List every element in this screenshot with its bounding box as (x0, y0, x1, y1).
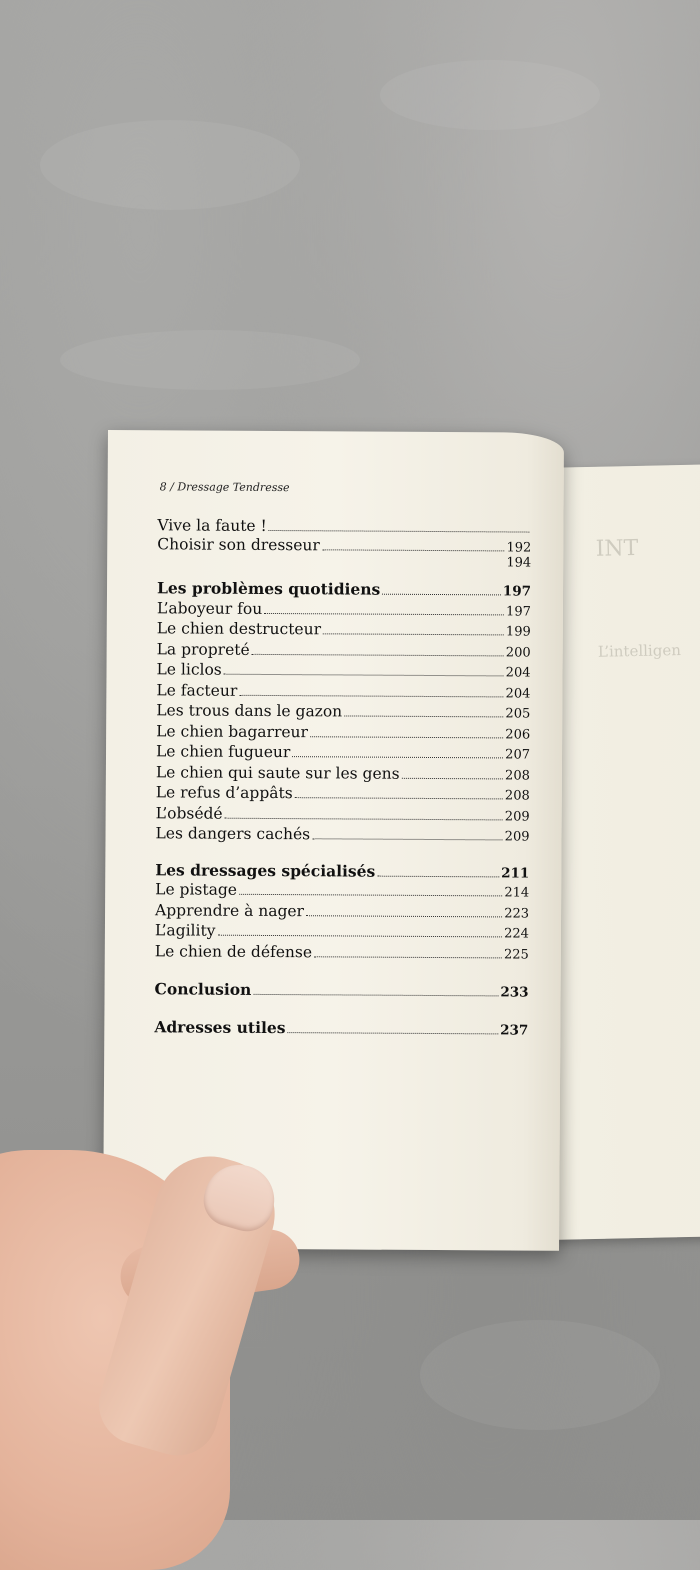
table-of-contents (154, 516, 531, 1039)
toc-section-label: Conclusion (154, 979, 252, 999)
toc-entry-label: Les dangers cachés (155, 824, 311, 844)
toc-entry (156, 783, 530, 806)
toc-entry-page: 209 (504, 808, 530, 825)
leader-dots (217, 934, 502, 938)
leader-dots (312, 837, 503, 840)
toc-entry (155, 942, 529, 965)
toc-entry-page: 214 (504, 885, 530, 901)
toc-entry-label: L’aboyeur fou (156, 598, 263, 618)
leader-dots (239, 693, 503, 697)
toc-entry-page: 206 (505, 726, 531, 743)
toc-entry-page: 225 (503, 946, 529, 963)
toc-section-page: 237 (500, 1021, 529, 1039)
toc-entry-page: 194 (506, 555, 532, 571)
toc-entry-label: Vive la faute ! (157, 516, 267, 535)
toc-entry-page: 197 (506, 603, 531, 620)
toc-entry-label: La propreté (156, 639, 250, 659)
concrete-texture (60, 330, 360, 390)
toc-section-heading (157, 579, 531, 601)
concrete-texture (380, 60, 600, 130)
leader-dots (224, 673, 504, 677)
toc-entry (155, 921, 529, 944)
toc-entry-page: 209 (504, 829, 530, 845)
leader-dots (402, 776, 503, 779)
toc-entry-page: 224 (504, 926, 529, 942)
leader-dots (323, 632, 504, 635)
toc-entry-page: 192 (506, 539, 532, 556)
leader-dots (264, 611, 504, 614)
concrete-texture (420, 1320, 660, 1430)
toc-entry-label: L’obsédé (155, 803, 223, 823)
toc-section-label: Les dressages spécialisés (155, 859, 376, 881)
toc-entry (156, 681, 530, 704)
toc-entry-page: 204 (505, 685, 531, 702)
toc-entry (157, 640, 531, 663)
leader-dots (269, 529, 530, 533)
toc-entry (156, 804, 530, 827)
leader-dots (322, 548, 505, 551)
leader-dots (292, 755, 503, 758)
toc-entry (156, 742, 530, 765)
toc-section-page: 233 (500, 984, 529, 1001)
running-head: 8 / Dressage Tendresse (159, 480, 290, 495)
toc-entry (155, 824, 529, 847)
toc-section-label: Les problèmes quotidiens (156, 578, 381, 599)
toc-entry (157, 516, 531, 537)
toc-section-heading (154, 1018, 528, 1040)
toc-section-page: 197 (502, 583, 532, 600)
toc-entry-page: 204 (505, 665, 531, 681)
toc-entry-label: Le chien de défense (154, 941, 313, 961)
toc-entry-page: 200 (505, 644, 531, 661)
leader-dots (287, 1031, 498, 1034)
toc-entry-label: Le chien qui saute sur les gens (155, 762, 400, 783)
leader-dots (252, 652, 504, 656)
toc-entry-label: Le chien bagarreur (156, 721, 309, 741)
toc-section-heading (155, 861, 529, 883)
leader-dots (306, 914, 502, 917)
toc-entry (156, 660, 530, 683)
toc-entry (156, 701, 530, 724)
toc-entry-page: 223 (504, 905, 530, 922)
toc-entry-label: Le facteur (156, 680, 238, 700)
toc-entry (156, 763, 530, 786)
toc-entry (157, 619, 531, 642)
toc-entry-page: 205 (505, 706, 531, 722)
toc-section-heading (155, 980, 529, 1002)
book-page (103, 430, 564, 1251)
toc-entry-label: Le chien destructeur (156, 619, 322, 639)
leader-dots (239, 893, 502, 897)
toc-entry-label: Les trous dans le gazon (156, 701, 343, 721)
toc-entry (157, 599, 531, 622)
toc-entry-label: Le chien fugueur (155, 742, 291, 762)
leader-dots (344, 714, 503, 717)
toc-section-page: 211 (501, 864, 530, 882)
toc-section-label: Adresses utiles (154, 1016, 286, 1037)
toc-entry-label: Choisir son dresseur (157, 534, 320, 554)
toc-entry (155, 880, 529, 903)
toc-entry-label: Le liclos (156, 660, 222, 679)
leader-dots (314, 955, 502, 958)
toc-entry-page: 207 (505, 747, 531, 763)
leader-dots (225, 816, 503, 820)
leader-dots (295, 796, 503, 799)
leader-dots (253, 993, 498, 996)
toc-entry (155, 901, 529, 924)
toc-entry-label: L’agility (154, 921, 216, 940)
toc-entry-label: Le refus d’appâts (155, 783, 293, 803)
toc-entry (157, 535, 531, 558)
toc-entry-label: Apprendre à nager (155, 900, 305, 920)
toc-entry-label: Le pistage (155, 880, 238, 899)
concrete-texture (40, 120, 300, 210)
leader-dots (377, 874, 499, 877)
leader-dots (310, 735, 503, 738)
facing-page-bleed: INT (595, 535, 639, 562)
leader-dots (382, 593, 501, 596)
facing-page-bleed: L’intelligen (597, 641, 682, 661)
toc-entry (156, 722, 530, 745)
toc-entry-page: 208 (504, 788, 530, 804)
toc-entry-page: 208 (505, 767, 530, 784)
toc-entry-page: 199 (505, 624, 531, 640)
